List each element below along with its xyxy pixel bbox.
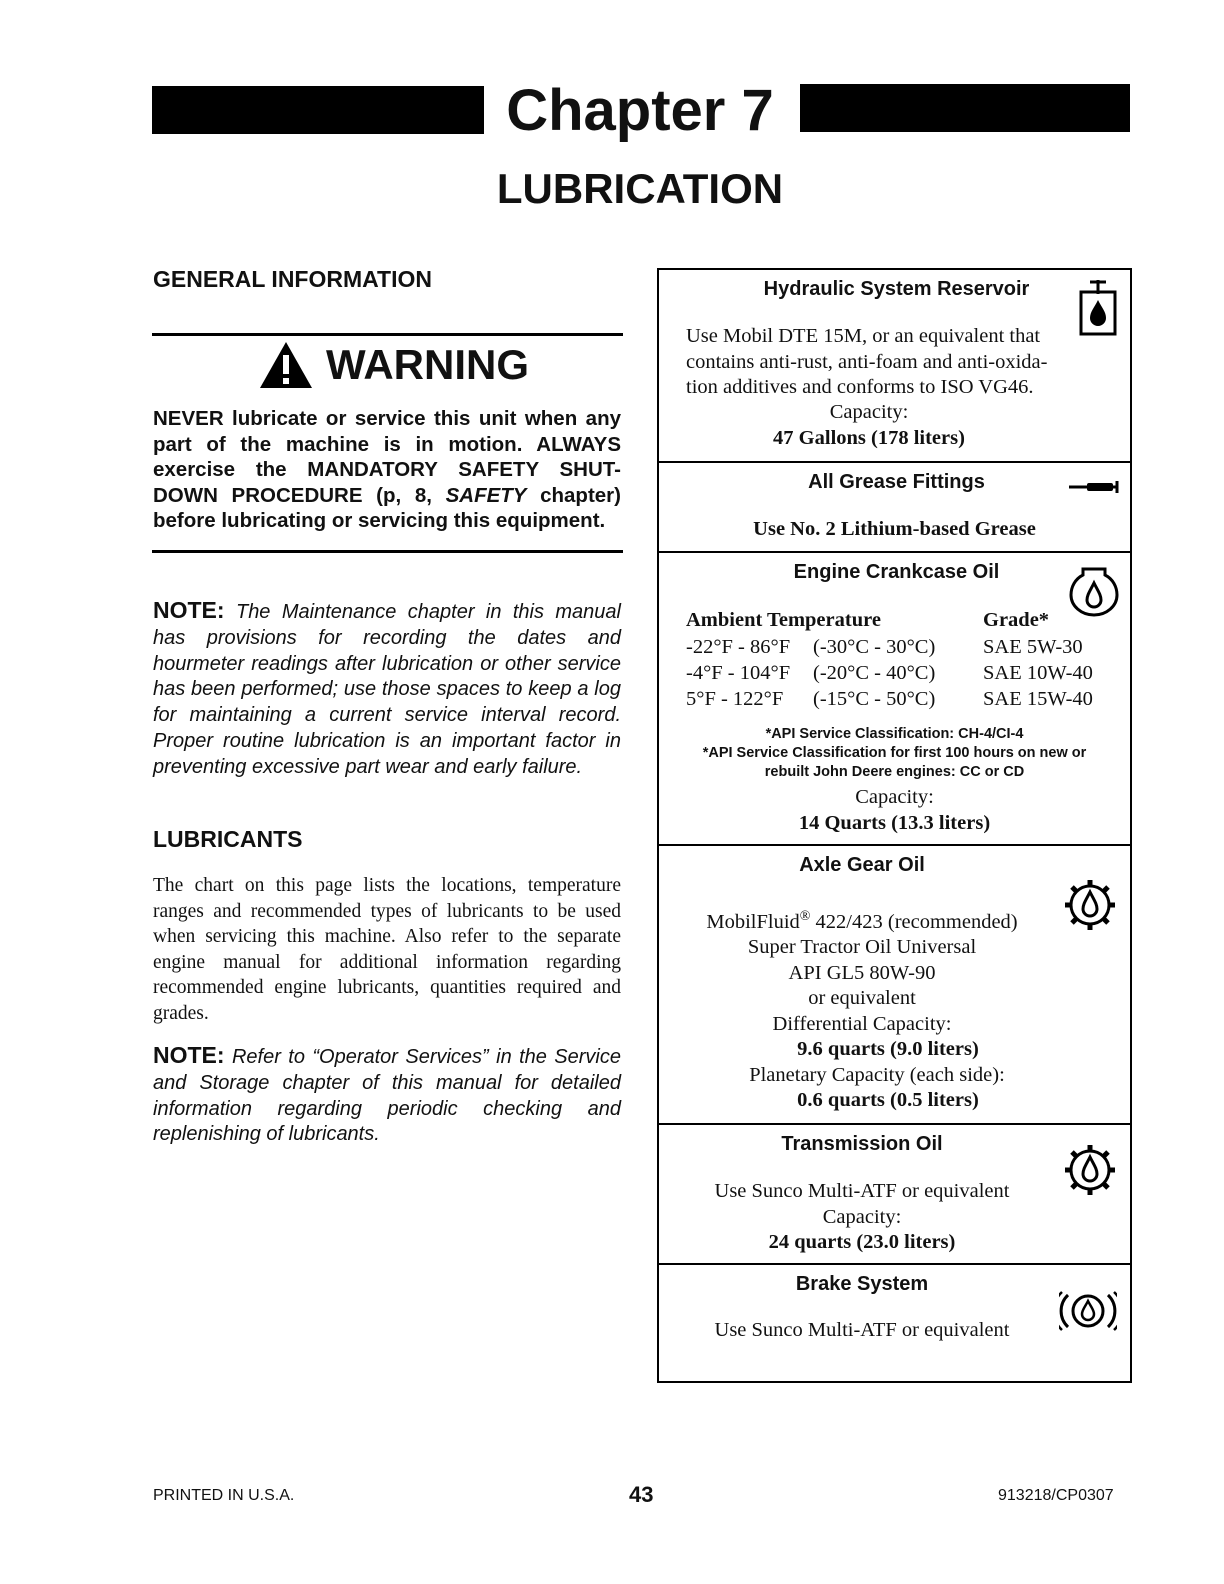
hydraulic-cell — [659, 270, 1130, 463]
warning-top-rule — [152, 333, 623, 336]
brake-fluid-icon — [1059, 1289, 1117, 1333]
transmission-text: Use Sunco Multi-ATF or equivalent Capacity: 24 quarts (23.0 liters) — [714, 1180, 1010, 1253]
transmission-title: Transmission Oil — [781, 1133, 943, 1155]
page-number: 43 — [629, 1482, 654, 1507]
lubricants-heading: LUBRICANTS — [153, 826, 303, 852]
transmission-oil-icon — [1063, 1143, 1117, 1197]
grease-cell — [659, 463, 1130, 553]
axle-text: MobilFluid® 422/423 (recommended) Super Tractor Oil Universal API GL5 80W-90 or equivalent Differential Capacity: 9.6 quarts (9.0 liters) Planetary Capacity (each side): 0.6 quarts (0.5 liters) — [706, 909, 1018, 1112]
warning-text: NEVER lubricate or service this unit when any part of the machine is in motion. ALWAYS exercise the MANDATORY SAFETY SHUT-DOWN PROCEDURE (p, 8, SAFETY chapter) before lubricating or servicing this equipment. — [153, 407, 621, 532]
warning-label: WARNING — [326, 341, 529, 388]
engine-api-notes: *API Service Classification: CH-4/CI-4 *API Service Classification for first 100 hours on new or rebuilt John Deere engines: CC or CD — [702, 726, 1087, 780]
brake-text: Use Sunco Multi-ATF or equivalent — [714, 1319, 1010, 1341]
engine-temp-rows — [686, 635, 1093, 712]
note-maintenance: NOTE: The Maintenance chapter in this manual has provisions for recording the dates and hourmeter readings after lubrication or other service has been performed; use those spaces to keep a log for maintaining a current service interval record. Proper routine lubrication is an important factor in preventing excessive part wear and early failure. — [153, 597, 621, 778]
grease-gun-icon — [1067, 479, 1123, 495]
header-bar-left — [152, 86, 484, 134]
hydraulic-line-3: tion additives and conforms to ISO VG46. — [686, 376, 1034, 398]
hydraulic-line-1: Use Mobil DTE 15M, or an equivalent that — [686, 325, 1041, 347]
hydraulic-reservoir-icon — [1078, 278, 1118, 338]
lubricants-text: The chart on this page lists the locations, temperature ranges and recommended types of lubricants to be used when servicing this machine. Also refer to the separate engine manual for additional information regarding recommended engine lubricants, quantities required and grades. — [153, 875, 621, 1024]
warning-header — [258, 340, 529, 390]
hydraulic-line-2: contains anti-rust, anti-foam and anti-oxida- — [686, 350, 1048, 373]
engine-title: Engine Crankcase Oil — [793, 561, 1000, 583]
footer-doc-number: 913218/CP0307 — [998, 1487, 1114, 1504]
chapter-title: Chapter 7 — [506, 78, 774, 143]
page-title: LUBRICATION — [496, 165, 784, 212]
brake-title: Brake System — [795, 1273, 929, 1295]
warning-bottom-rule — [152, 550, 623, 553]
grease-text: Use No. 2 Lithium-based Grease — [753, 518, 1036, 540]
engine-oil-icon — [1069, 563, 1119, 617]
engine-cell — [659, 553, 1130, 846]
axle-cell — [659, 846, 1130, 1125]
lubricant-chart — [657, 268, 1132, 1383]
engine-row: -4°F - 104°F (-20°C - 40°C) SAE 10W-40 — [686, 661, 1093, 684]
warning-triangle-icon — [258, 340, 314, 390]
engine-col-temp: Ambient Temperature — [686, 609, 881, 631]
engine-row: -22°F - 86°F (-30°C - 30°C) SAE 5W-30 — [686, 636, 1083, 658]
gear-oil-icon — [1063, 878, 1117, 932]
general-info-heading: GENERAL INFORMATION — [153, 266, 432, 292]
axle-title: Axle Gear Oil — [799, 854, 925, 876]
header-bar-right — [800, 84, 1130, 132]
brake-cell — [659, 1265, 1130, 1379]
transmission-cell — [659, 1125, 1130, 1265]
hydraulic-title: Hydraulic System Reservoir — [763, 278, 1030, 300]
footer-printed: PRINTED IN U.S.A. — [153, 1487, 295, 1504]
grease-title: All Grease Fittings — [808, 471, 985, 493]
note-operator-services: NOTE: Refer to “Operator Services” in the Service and Storage chapter of this manual for detailed information regarding periodic checking and replenishing of lubricants. — [153, 1042, 621, 1146]
engine-capacity: Capacity: 14 Quarts (13.3 liters) — [798, 786, 991, 834]
engine-col-grade: Grade* — [983, 609, 1050, 631]
hydraulic-capacity: Capacity: 47 Gallons (178 liters) — [773, 401, 965, 449]
engine-row: 5°F - 122°F (-15°C - 50°C) SAE 15W-40 — [686, 687, 1093, 710]
